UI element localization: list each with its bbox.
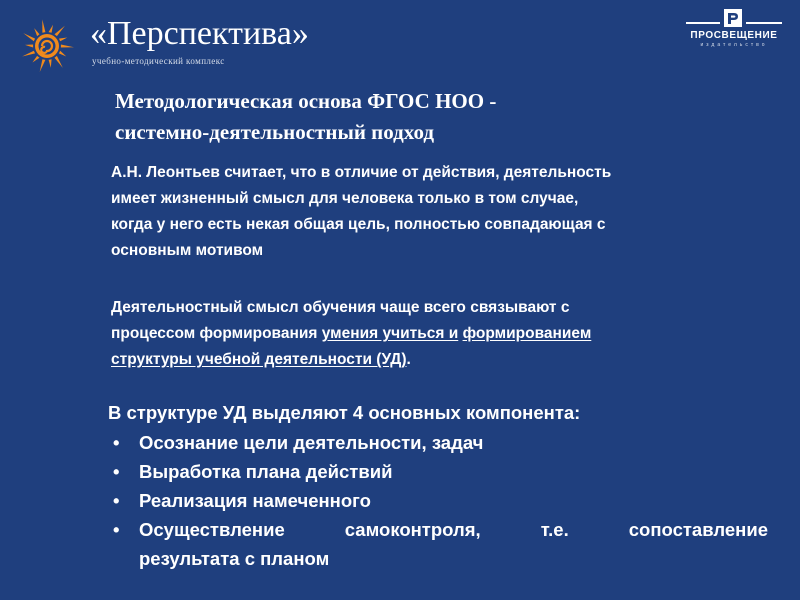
sun-ray — [49, 25, 53, 33]
bullet-icon: • — [113, 432, 120, 453]
sun-ray — [32, 56, 39, 63]
list-item — [108, 486, 768, 515]
publisher-subtitle: издательство — [700, 42, 768, 48]
paragraph-line — [111, 321, 751, 347]
sun-spiral-icon — [14, 17, 80, 75]
slide-title-line-1: Методологическая основа ФГОС НОО - — [115, 89, 497, 113]
bullet-icon: • — [113, 519, 120, 540]
paragraph-line: когда у него есть некая общая цель, полностью совпадающая с — [111, 216, 606, 233]
sun-ray — [22, 51, 35, 57]
sun-ray — [55, 56, 63, 68]
paragraph-line — [111, 347, 751, 373]
learning-activity-structure-link[interactable]: структуры учебной деятельности (УД) — [111, 351, 407, 368]
publisher-logo — [684, 8, 784, 52]
publisher-emblem-icon — [723, 8, 743, 28]
list-item — [108, 457, 768, 486]
paragraph-line: основным мотивом — [111, 242, 264, 259]
slide-title — [115, 86, 675, 148]
sun-ray — [49, 59, 52, 67]
paragraph-text: . — [406, 351, 411, 368]
list-item-text: Осуществление самоконтроля, т.е. сопоставление — [139, 519, 768, 540]
sun-ray — [34, 28, 39, 36]
brand-title: «Перспектива» — [90, 15, 309, 52]
paragraph-text: процессом формирования — [111, 325, 322, 342]
header-bar — [0, 0, 800, 73]
leontiev-paragraph — [111, 160, 751, 264]
list-item-text: Реализация намеченного — [139, 490, 371, 511]
sun-ray — [59, 51, 66, 57]
paragraph-line: имеет жизненный смысл для человека только в том случае, — [111, 190, 579, 207]
activity-meaning-paragraph — [111, 295, 751, 373]
publisher-rule-right — [746, 22, 782, 24]
sun-ray — [55, 26, 65, 36]
bullet-icon: • — [113, 461, 120, 482]
list-item-text: Осознание цели деятельности, задач — [139, 432, 484, 453]
sun-ray — [40, 59, 46, 72]
paragraph-line: Деятельностный смысл обучения чаще всего связывают с — [111, 299, 570, 316]
sun-ray — [61, 45, 74, 48]
publisher-name: ПРОСВЕЩЕНИЕ — [690, 30, 778, 41]
bullet-icon: • — [113, 490, 120, 511]
paragraph-line: А.Н. Леонтьев считает, что в отличие от действия, деятельность — [111, 164, 612, 181]
sun-ray — [42, 19, 45, 32]
list-item-text-continued: результата с планом — [139, 548, 330, 569]
sun-ray — [59, 38, 67, 42]
formation-link[interactable]: формированием — [462, 325, 592, 342]
list-item — [108, 515, 768, 573]
slide-title-line-2: системно-деятельностный подход — [115, 120, 435, 144]
brand-subtitle: учебно-методический комплекс — [92, 56, 225, 66]
list-item — [108, 428, 768, 457]
publisher-rule-left — [686, 22, 720, 24]
sun-ray — [25, 45, 33, 48]
sun-ray — [23, 33, 35, 41]
components-list — [108, 428, 768, 573]
list-item-text: Выработка плана действий — [139, 461, 393, 482]
structure-intro: В структуре УД выделяют 4 основных компонента: — [108, 402, 581, 423]
learning-skills-link[interactable]: умения учиться и — [321, 325, 459, 342]
